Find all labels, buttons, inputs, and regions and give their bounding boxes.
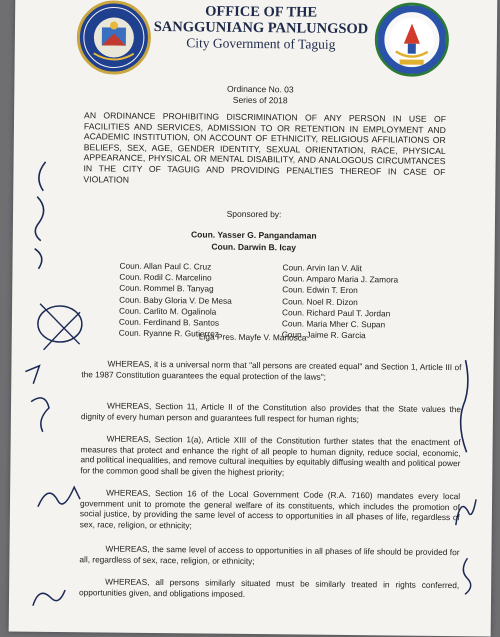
sponsor-list-left — [119, 261, 233, 341]
ordinance-number-block — [190, 83, 330, 106]
ordinance-document — [9, 0, 498, 637]
margin-signature — [455, 556, 479, 601]
sangguniang-panlungsod-seal — [374, 2, 449, 77]
margin-signature — [450, 491, 480, 536]
sponsor-name: Coun. Rodil C. Marcelino — [119, 271, 212, 283]
ordinance-series: Series of 2018 — [232, 94, 288, 106]
city-heading: City Government of Taguig — [186, 35, 336, 52]
ordinance-number: Ordinance No. 03 — [226, 83, 294, 95]
whereas-clause: WHEREAS, Section 1(a), Article XIII of the Constitution further states that the enactment of measures that protect and enhance the right of all people to human dignity, reduce social, economic, and political inequalities, and remove cultural inequities by equitably diffusing wealth and political power for the common good shall be given the highest priority; — [80, 433, 461, 478]
sponsor-name: Coun. Carlito M. Ogalinola — [118, 305, 217, 317]
sponsor-list-right — [282, 262, 399, 342]
margin-signature — [450, 356, 481, 461]
taguig-city-seal — [77, 0, 152, 75]
sponsor-name: Coun. Amparo Maria J. Zamora — [282, 273, 399, 285]
sponsor-name: Coun. Maria Mher C. Supan — [281, 318, 386, 330]
council-heading: SANGGUNIANG PANLUNGSOD — [153, 18, 369, 38]
sponsor-name: Coun. Jaime R. Garcia — [281, 329, 366, 341]
whereas-clause: WHEREAS, Section 11, Article II of the Constitution also provides that the State values the dignity of every human person and guarantees full respect for human rights; — [80, 400, 462, 424]
whereas-clause: WHEREAS, it is a universal norm that "all persons are created equal" and Section 1, Article III of the 1987 Constitution guarantees the equal protection of the laws"; — [81, 358, 462, 382]
sponsored-by-label: Sponsored by: — [226, 208, 282, 220]
sponsor-name: Coun. Baby Gloria V. De Mesa — [119, 294, 232, 306]
margin-signature — [19, 362, 60, 447]
whereas-clause: WHEREAS, Section 16 of the Local Government Code (R.A. 7160) mandates every local government unit to promote the general welfare of its constituents, which includes the promotion of social justice, by providing the same level of access to opportunities in all phases of life, regardless of sex, race, religion, or ethnicity; — [79, 487, 461, 531]
ordinance-title: AN ORDINANCE PROHIBITING DISCRIMINATION OF ANY PERSON IN USE OF FACILITIES AND SERVICES, ADMISSION TO OR RETENTION IN EMPLOYMENT AND ACADEMIC INSTITUTION, ON ACCOUNT OF ETHNICITY, RELIGIOUS AFFILIATIONS OR BELIEFS, SEX, AGE, GENDER IDENTITY, SEXUAL ORIENTATION, RACE, PHYSICAL APPEARANCE, PHYSICAL OR MENTAL DISABILITY, AND ANALOGOUS CIRCUMTANCES IN THE CITY OF TAGUIG AND PROVIDING PENALTIES THEREOF IN CASE OF VIOLATION — [83, 110, 447, 185]
margin-signature — [26, 157, 57, 282]
lead-sponsor: Coun. Darwin B. Icay — [211, 241, 297, 253]
sponsor-name: Coun. Ryanne R. Gutierrez — [118, 327, 219, 339]
whereas-clause: WHEREAS, the same level of access to opportunities in all phases of life should be provided for all, regardless of sex, race, religion, or ethnicity; — [79, 543, 460, 566]
sponsor-name: Coun. Arvin Ian V. Alit — [282, 262, 363, 274]
margin-signature — [34, 477, 84, 523]
sponsor-name: Coun. Ferdinand B. Santos — [118, 316, 220, 328]
sponsor-name: Coun. Allan Paul C. Cruz — [119, 260, 212, 272]
lead-sponsor: Coun. Yasser G. Pangandaman — [191, 229, 317, 241]
sponsor-name: Coun. Noel R. Dizon — [282, 295, 358, 307]
city-seal-emblem-icon — [80, 3, 149, 72]
sponsor-name: Coun. Edwin T. Eron — [282, 284, 358, 296]
sponsor-name: Coun. Richard Paul T. Jordan — [281, 307, 391, 319]
council-seal-emblem-icon — [378, 5, 447, 74]
liga-president: Liga Pres. Mayfe V. Mañosca — [198, 331, 307, 343]
sponsor-name: Coun. Rommel B. Tanyag — [119, 283, 214, 294]
margin-signature — [29, 292, 90, 368]
office-heading: OFFICE OF THE — [205, 3, 318, 21]
document-header — [151, 3, 371, 53]
margin-signature — [29, 582, 69, 617]
whereas-clause: WHEREAS, all persons similarly situated must be similarly treated in rights conferred, opportunities given, and obligations imposed. — [79, 576, 460, 599]
